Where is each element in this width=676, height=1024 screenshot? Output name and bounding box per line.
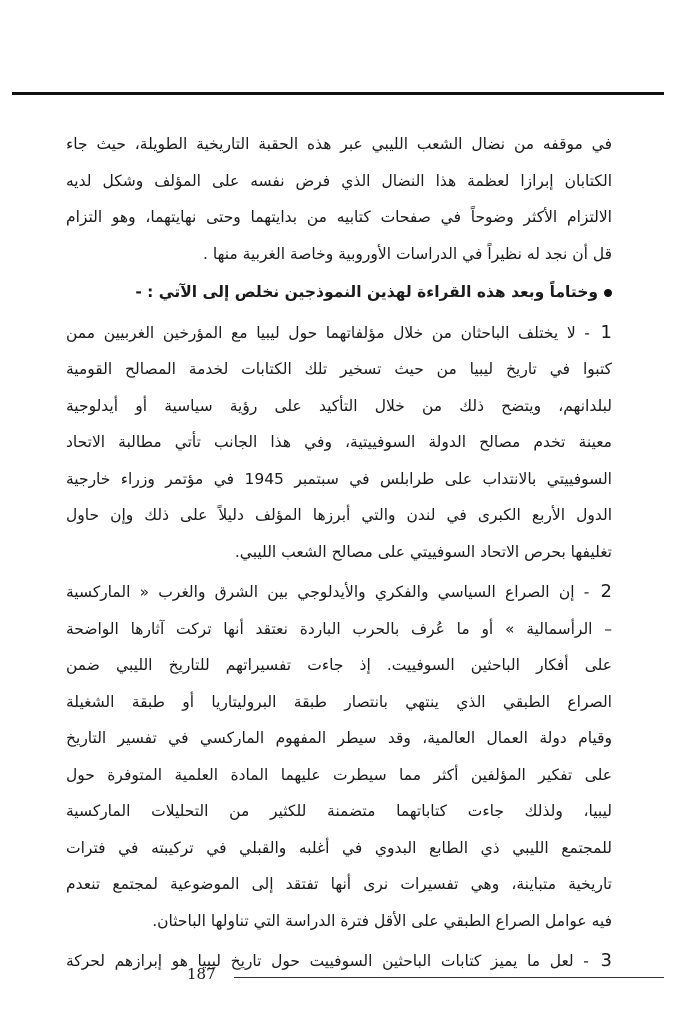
page-footer bbox=[12, 965, 664, 989]
item-text: - لا يختلف الباحثان من خلال مؤلفاتهما حول ليبيا مع المؤرخين الغربيين ممن bbox=[66, 323, 590, 342]
list-item-1 bbox=[66, 315, 612, 571]
text-line: السوفييتي بالانتداب على طرابلس في سبتمبر 1945 في مؤتمر وزراء خارجية bbox=[66, 469, 612, 488]
text-line: على أفكار الباحثين السوفييت. إذ جاءت تفسيراتهم للتاريخ الليبي ضمن bbox=[66, 656, 612, 674]
conclusion-heading-text: وختاماً وبعد هذه القراءة لهذين النموذجين نخلص إلى الآتي : - bbox=[135, 283, 598, 301]
item-number: 3 bbox=[600, 950, 612, 971]
bullet-icon bbox=[604, 289, 612, 297]
text-line: تغليفها بحرص الاتحاد السوفييتي على مصالح الشعب الليبي. bbox=[234, 542, 612, 561]
text-line: – الرأسمالية » أو ما عُرف بالحرب الباردة نعتقد أنها تركت آثارها الواضحة bbox=[66, 619, 612, 638]
item-number: 2 bbox=[600, 581, 612, 602]
text-line: على تفكير المؤلفين أكثر مما سيطرت عليهما المادة العلمية المتوفرة حول bbox=[66, 765, 612, 784]
item-number: 1 bbox=[600, 321, 612, 343]
text-line: الصراع الطبقي الذي ينتهي بانتصار طبقة البروليتاريا أو طبقة الشغيلة bbox=[66, 692, 612, 711]
text-line: الدول الأربع الكبرى في لندن والتي أبرزها المؤلف دليلاً على ذلك وإن حاول bbox=[66, 506, 612, 524]
conclusion-heading bbox=[66, 274, 612, 311]
text-line: كتبوا في تاريخ ليبيا من حيث تسخير تلك الكتابات لخدمة المصالح القومية bbox=[66, 360, 612, 378]
text-line: وقيام دولة العمال العالمية، وقد سيطر المفهوم الماركسي في تفسير التاريخ bbox=[66, 729, 612, 747]
text-line: الكتابان إبرازا لعظمة هذا النضال الذي فرض نفسه على المؤلف وشكل لديه bbox=[66, 171, 612, 190]
footer-rule bbox=[234, 977, 664, 978]
item-text: - لعل ما يميز كتابات الباحثين السوفييت حول تاريخ ليبيا هو إبرازهم لحركة bbox=[66, 952, 589, 970]
text-line bbox=[66, 315, 612, 352]
text-line: الالتزام الأكثر وضوحاً في صفحات كتابيه من بدايتهما وحتى نهايتهما، وهو التزام bbox=[66, 208, 612, 226]
text-line: للمجتمع الليبي ذي الطابع البدوي في أغلبه والقبلي في تركيبته في فترات bbox=[66, 838, 612, 857]
text-line: تاريخية متباينة، وهي تفسيرات نرى أنها تفتقد إلى الموضوعية لمجتمع تنعدم bbox=[66, 875, 612, 893]
text-line: لبلدانهم، ويتضح ذلك من خلال التأكيد على رؤية سياسية أو أيدلوجية bbox=[66, 396, 612, 415]
text-line bbox=[66, 574, 612, 611]
page-body bbox=[66, 126, 612, 980]
text-line: في موقفه من نضال الشعب الليبي عبر هذه الحقبة التاريخية الطويلة، حيث جاء bbox=[66, 135, 612, 153]
page-number: 187 bbox=[187, 965, 216, 983]
item-text: - إن الصراع السياسي والفكري والأيدلوجي بين الشرق والغرب « الماركسية bbox=[66, 583, 590, 601]
intro-paragraph bbox=[66, 126, 612, 272]
text-line: فيه عوامل الصراع الطبقي على الأقل فترة الدراسة التي تناولها الباحثان. bbox=[152, 911, 612, 930]
text-line: قل أن نجد له نظيراً في الدراسات الأوروبية وخاصة الغربية منها . bbox=[203, 244, 612, 263]
header-rule bbox=[12, 92, 664, 95]
text-line: ليبيا، ولذلك جاءت كتاباتهما متضمنة للكثير من التحليلات الماركسية bbox=[66, 802, 612, 820]
list-item-2 bbox=[66, 574, 612, 939]
text-line: معينة تخدم مصالح الدولة السوفييتية، وفي هذا الجانب تأتي مطالبة الاتحاد bbox=[66, 433, 612, 451]
